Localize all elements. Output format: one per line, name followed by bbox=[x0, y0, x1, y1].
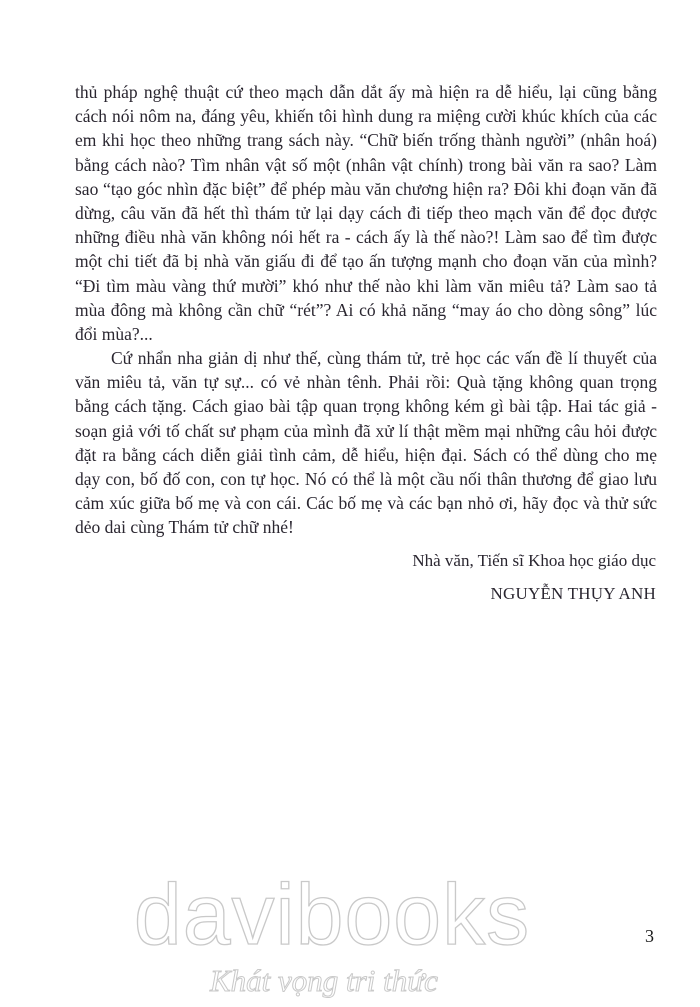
body-paragraph-2: Cứ nhẩn nha giản dị như thế, cùng thám tử, trẻ học các vấn đề lí thuyết của văn miêu tả, văn tự sự... có vẻ nhàn tênh. Phải rồi: Quà tặng không quan trọng bằng cách tặng. Cách giao bài tập quan trọng không kém gì bài tập. Hai tác giả - soạn giả với tố chất sư phạm của mình đã xử lí thật mềm mại những câu hỏi được đặt ra bằng cách diễn giải tình cảm, dễ hiểu, hiện đại. Sách có thể dùng cho mẹ dạy con, bố đố con, con tự học. Nó có thể là một cầu nối thân thương để giao lưu cảm xúc giữa bố mẹ và con cái. Các bố mẹ và các bạn nhỏ ơi, hãy đọc và thử sức dẻo dai cùng Thám tử chữ nhé! bbox=[75, 348, 657, 538]
watermark-brand: davibooks bbox=[133, 867, 531, 963]
author-name: NGUYỄN THỤY ANH bbox=[490, 584, 656, 603]
page-number: 3 bbox=[645, 926, 654, 946]
watermark-slogan: Khát vọng tri thức bbox=[210, 963, 438, 998]
body-paragraph-1: thủ pháp nghệ thuật cứ theo mạch dẫn dắt ấy mà hiện ra dễ hiểu, lại cũng bằng cách nói nôm na, đáng yêu, khiến tôi hình dung ra miệng cười khúc khích của các em khi học theo những trang sách này. “Chữ biến trống thành người” (nhân hoá) bằng cách nào? Tìm nhân vật số một (nhân vật chính) trong bài văn ra sao? Làm sao “tạo góc nhìn đặc biệt” để phép màu văn chương hiện ra? Đôi khi đoạn văn đã dừng, câu văn đã hết thì thám tử lại dạy cách đi tiếp theo mạch văn để đọc được những điều nhà văn không nói hết ra - cách ấy là thế nào?! Làm sao để tìm được một chi tiết đã bị nhà văn giấu đi để tạo ấn tượng mạnh cho đoạn văn của mình? “Đi tìm màu vàng thứ mười” khó như thế nào khi làm văn miêu tả? Làm sao tả mùa đông mà không cần chữ “rét”? Ai có khả năng “may áo cho dòng sông” lúc đổi mùa?... bbox=[75, 82, 657, 345]
author-title: Nhà văn, Tiến sĩ Khoa học giáo dục bbox=[412, 551, 656, 570]
